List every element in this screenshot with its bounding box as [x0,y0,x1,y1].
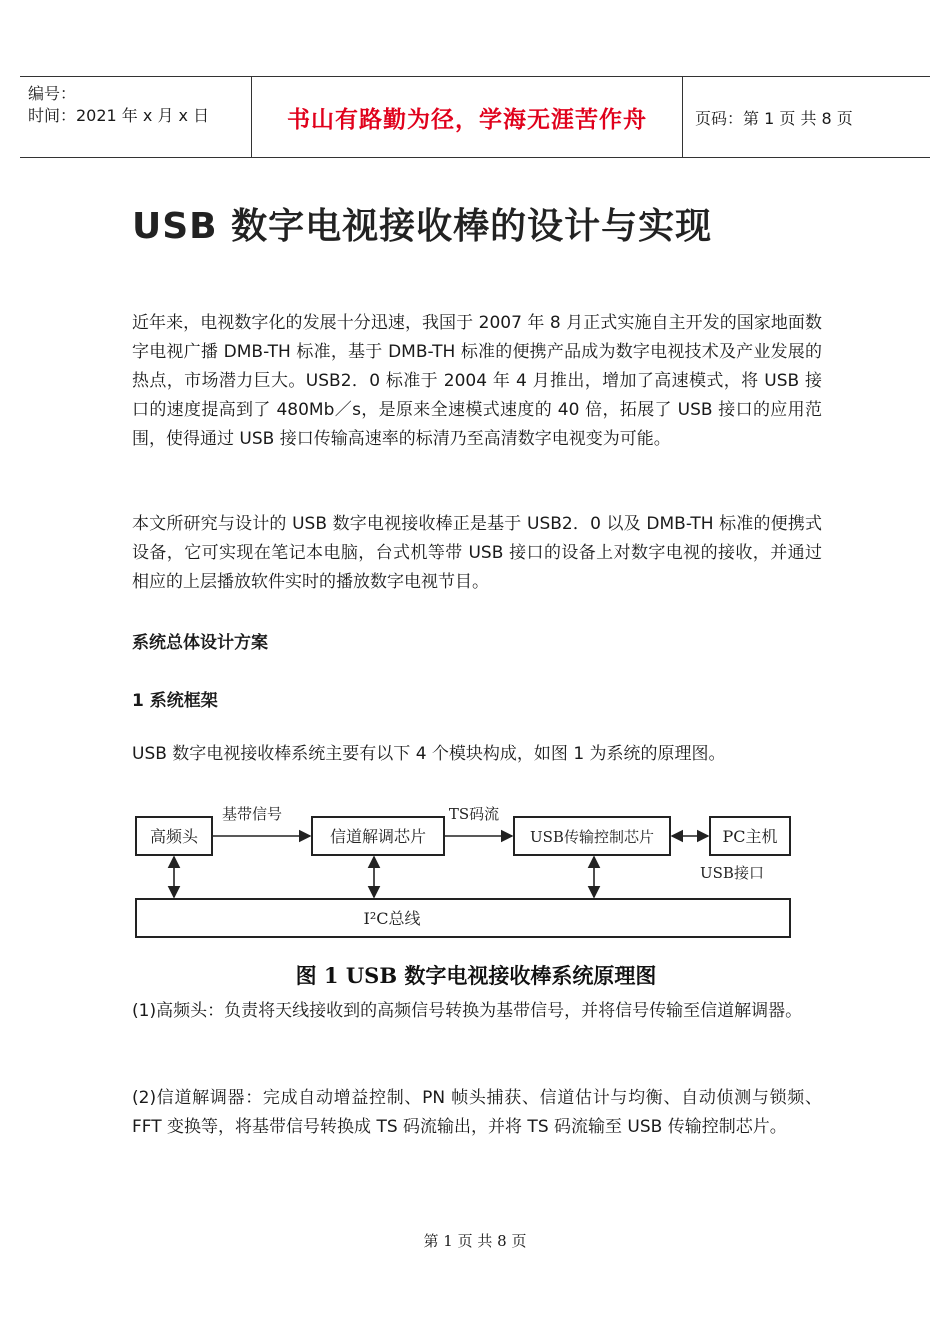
document-number-label: 编号： [28,84,77,103]
pc-host-label: PC主机 [722,827,778,846]
section-heading: 系统总体设计方案 [132,633,268,653]
tuner-label: 高频头 [149,827,199,846]
header-page-info: 页码：第 1 页 共 8 页 [695,108,853,128]
document-title: USB 数字电视接收棒的设计与实现 [132,206,713,247]
document-time-label: 时间：2021 年 x 月 x 日 [28,106,210,125]
ts-stream-label: TS码流 [448,805,500,823]
item-tuner-description: (1)高频头：负责将天线接收到的高频信号转换为基带信号，并将信号传输至信道解调器。 [132,1001,803,1021]
baseband-label: 基带信号 [221,805,283,823]
system-diagram [128,795,828,995]
subsection-heading: 1 系统框架 [132,691,218,711]
header-motto: 书山有路勤为径，学海无涯苦作舟 [287,106,647,133]
header-motto-cell [252,77,683,157]
usb-port-label: USB接口 [700,864,764,882]
i2c-bus-block [136,899,790,937]
figure-caption: 图 1 USB 数字电视接收棒系统原理图 [295,963,657,988]
figure-intro-sentence: USB 数字电视接收棒系统主要有以下 4 个模块构成，如图 1 为系统的原理图。 [132,744,726,764]
paragraph-purpose: 本文所研究与设计的 USB 数字电视接收棒正是基于 USB2．0 以及 DMB-TH 标准的便携式设备，它可实现在笔记本电脑，台式机等带 USB 接口的设备上对数字电视的接收，并通过相应的上层播放软件实时的播放数字电视节目。 [132,514,822,592]
usb-controller-label: USB传输控制芯片 [530,828,654,846]
header-meta [20,77,252,157]
system-diagram-figure [128,795,828,995]
demodulator-label: 信道解调芯片 [329,827,427,846]
i2c-bus-label: I²C总线 [363,909,421,928]
item-demodulator-description: (2)信道解调器：完成自动增益控制、PN 帧头捕获、信道估计与均衡、自动侦测与锁频、FFT 变换等，将基带信号转换成 TS 码流输出，并将 TS 码流输至 USB 传输控制芯片。 [132,1088,822,1137]
page-header [20,76,930,158]
page-footer: 第 1 页 共 8 页 [423,1232,527,1250]
paragraph-intro: 近年来，电视数字化的发展十分迅速，我国于 2007 年 8 月正式实施自主开发的国家地面数字电视广播 DMB-TH 标准，基于 DMB-TH 标准的便携产品成为数字电视技术及产业发展的热点，市场潜力巨大。USB2．0 标准于 2004 年 4 月推出，增加了高速模式，将 USB 接口的速度提高到了 480Mb／s，是原来全速模式速度的 40 倍，拓展了 USB 接口的应用范围，使得通过 USB 接口传输高速率的标清乃至高清数字电视变为可能。 [132,313,822,449]
